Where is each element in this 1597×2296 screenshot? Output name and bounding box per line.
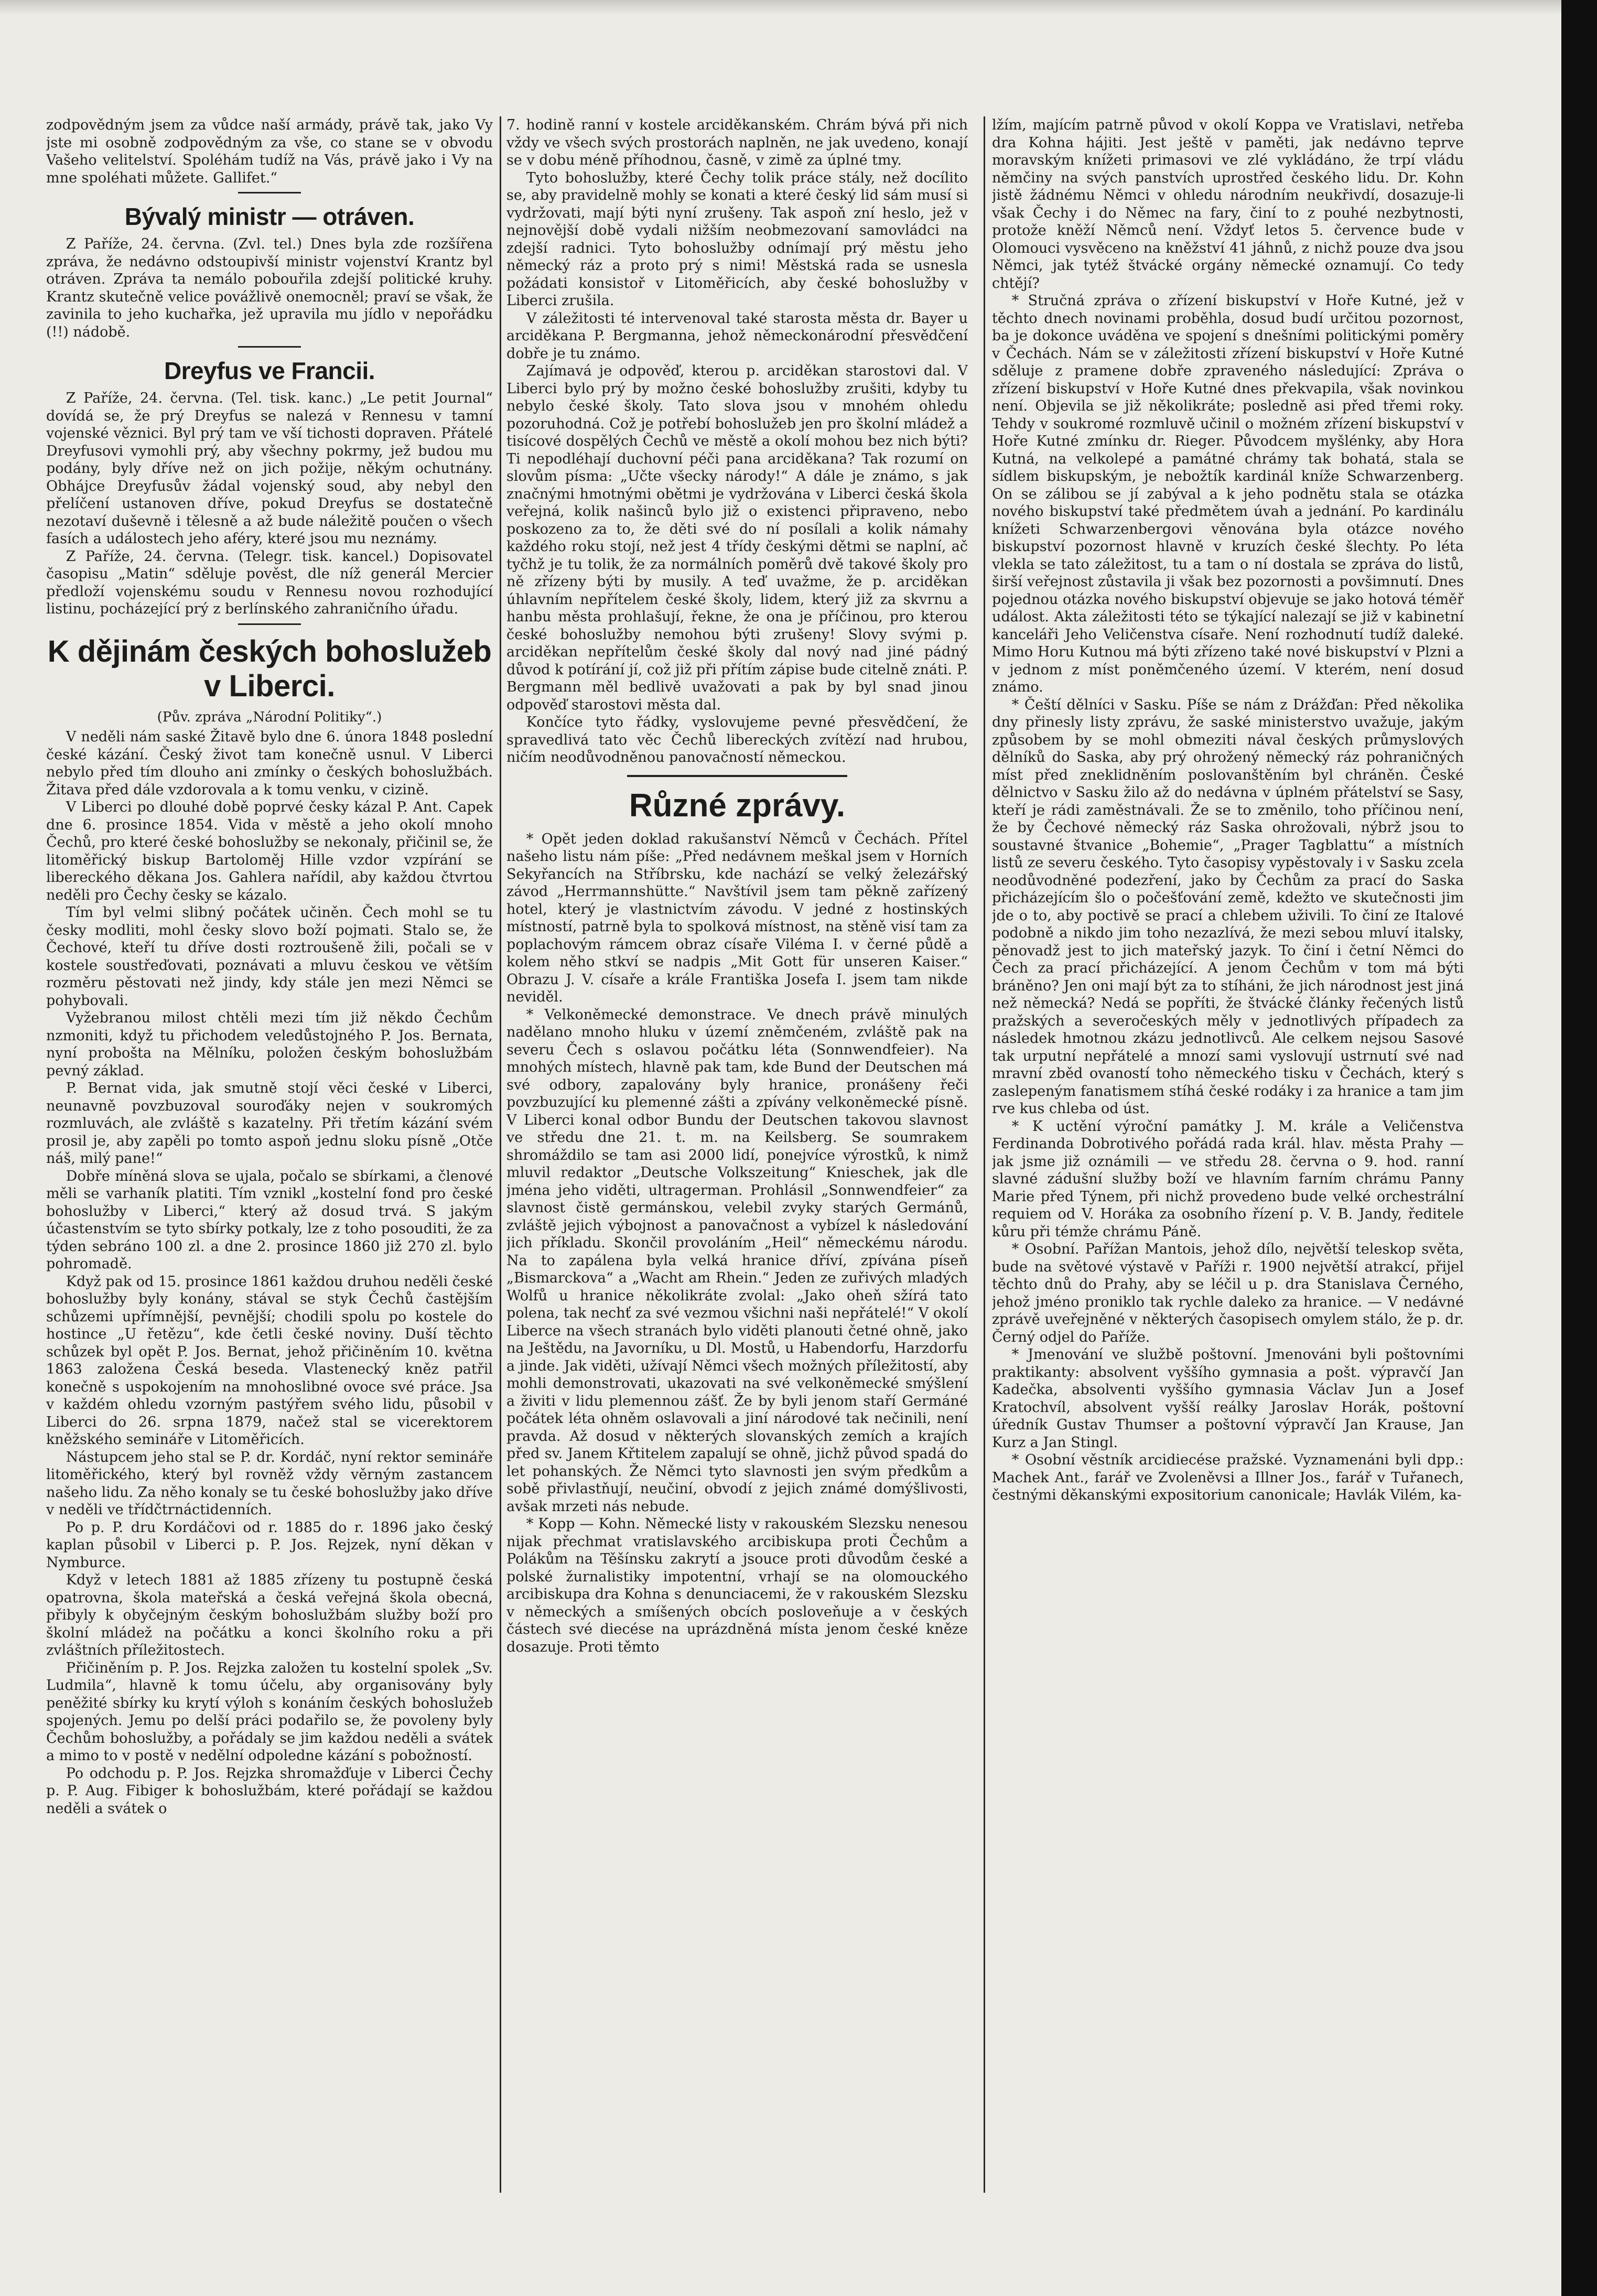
column-right xyxy=(992,116,1464,1504)
paragraph: Po p. P. dru Kordáčovi od r. 1885 do r. 1896 jako český kaplan působil v Liberci p. P. Jos. Rejzek, nyní děkan v Nymburce. xyxy=(46,1519,493,1571)
news-item: * Velkoněmecké demonstrace. Ve dnech právě minulých nadělano mnoho hluku v území zněmčeném, zvláště pak na severu Čech s oslavou počátku léta (Sonnwendfeier). Na mnohých místech, hlavně pak tam, kde Bund der Deutschen má své odbory, zapalovány byly hranice, pronášeny řeči povzbuzující ku plemenné zášti a zpívány velkoněmecké písně. V Liberci konal odbor Bundu der Deutschen takovou slavnost ve středu dne 21. t. m. na Keilsberg. Se soumrakem shromáždilo se tam asi 2000 lidí, ponejvíce výrostků, k nimž mluvil redaktor „Deutsche Volkszeitung“ Knieschek, jak dle jména jeho viděti, ultragerman. Prohlásil „Sonnwendfeier“ za slavnost čistě germánskou, velebil zvyky starých Germánů, zvláště jejich výbojnost a panovačnost a vybízel k následování jich příkladu. Skončil provoláním „Heil“ německému národu. Na to zapálena byla velká hranice dříví, zpívána píseň „Bismarckova“ a „Wacht am Rhein.“ Jeden ze zuřivých mladých Wolfů u hranice několikráte zvolal: „Jako oheň sžírá tato polena, tak nechť za své vezmou všichni naši nepřátelé!“ V okolí Liberce na všech stranách bylo viděti planouti četné ohně, jako na Ještědu, na Javorníku, u Dl. Mostů, u Habendorfu, Harzdorfu a jinde. Jak viděti, užívají Němci všech možných příležitostí, aby mohli demonstrovati, ukazovati na své velkoněmecké smýšlení a živiti v lidu plemennou zášť. Že by byli jenom staří Germáné počátek léta ohněm oslavovali a jiní národové tak nečinili, není pravda. Až dosud v některých slovanských zemích a krajích před sv. Janem Křtitelem zapalují se ohně, jichž původ spadá do let pohanských. Že Němci tyto slavnosti jen svým předkům a sobě přivlastňují, neučiní, obvodí z jejich známé domýšlivosti, avšak mrzeti nás nebude. xyxy=(506,1006,968,1515)
divider xyxy=(238,346,301,348)
paragraph: Z Paříže, 24. června. (Telegr. tisk. kancel.) Dopisovatel časopisu „Matin“ sděluje pověst, dle níž generál Mercier předloží vojenskému soudu v Rennesu novou rozhodující listinu, pocházející prý z berlínského zahraničního úřadu. xyxy=(46,548,493,617)
paragraph: Když v letech 1881 až 1885 zřízeny tu postupně česká opatrovna, škola mateřská a česká veřejná škola obecná, přibyly k obyčejným českým bohoslužbám služby boží pro školní mládež na počátku a konci školního roku a při zvláštních příležitostech. xyxy=(46,1572,493,1658)
headline-dreyfus: Dreyfus ve Francii. xyxy=(164,357,375,384)
paragraph: V neděli nám saské Žitavě bylo dne 6. února 1848 poslední české kázání. Český život tam konečně usnul. V Liberci nebylo před tím dlouho ani zmínky o českých bohoslužbách. Žitava před dále vzdorovala a k tomu venku, v cizině. xyxy=(46,729,493,798)
page-top-shadow xyxy=(0,0,1597,15)
paragraph: zodpovědným jsem za vůdce naší armády, právě tak, jako Vy jste mi osobně zodpovědným za vše, co stane se v obvodu Vašeho velitelství. Spoléhám tudíž na Vás, právě jako i Vy na mne spoléhati můžete. Gallifet.“ xyxy=(46,117,493,186)
news-item: * Osobní. Pařížan Mantois, jehož dílo, největší teleskop světa, bude na světové výstavě v Paříži r. 1900 největší atrakcí, přijel těchto dnů do Prahy, aby se léčil u p. dra Stanislava Černého, jehož jméno proniklo tak rychle daleko za hranice. — V nedávné zprávě uveřejněné v některých časopisech omylem stálo, že p. dr. Černý odjel do Paříže. xyxy=(992,1241,1464,1345)
paragraph: Přičiněním p. P. Jos. Rejzka založen tu kostelní spolek „Sv. Ludmila“, hlavně k tomu účelu, aby organisovány byly peněžité sbírky ku krytí výloh s konáním českých bohoslužeb spojených. Jemu po delší práci podařilo se, že povoleny byly Čechům bohoslužby, a pořádaly se jim každou neděli a svátek a mimo to v postě v nedělní odpoledne kázání s pobožností. xyxy=(46,1659,493,1764)
paragraph: 7. hodině ranní v kostele arciděkanském. Chrám bývá při nich vždy ve všech svých prostorách naplněn, ne jak uvedeno, konají se v dobu méně příhodnou, časně, v zimě za úplné tmy. xyxy=(506,117,968,168)
column-rule xyxy=(500,116,501,2193)
divider xyxy=(238,623,301,625)
paragraph: Tím byl velmi slibný počátek učiněn. Čech mohl se tu česky modliti, mohl česky slovo boží pojmati. Stalo se, že Čechové, kteří tu dříve dosti roztroušeně žili, počali se v kostele soustřeďovati, poznávati a mluvu českou ve větším rozměru pěstovati než jindy, kdy stále jen mezi Němci se pohybovali. xyxy=(46,904,493,1009)
column-middle xyxy=(506,116,968,1656)
news-item: * Kopp — Kohn. Německé listy v rakouském Slezsku nenesou nijak přechmat vratislavského arcibiskupa proti Čechům a Polákům na Těšínsku zakrytí a jsouce proti důvodům české a polské žurnalistiky impotentní, vrhají se na olomouckého arcibiskupa dra Kohna s denunciacemi, že v rakouském Slezsku v německých a smíšených obcích posloveňuje a v českých částech své diecése na uprázdněná místa jenom české kněze dosazuje. Proti těmto xyxy=(506,1516,968,1655)
news-item: * K uctění výroční památky J. M. krále a Veličenstva Ferdinanda Dobrotivého pořádá rada král. hlav. města Prahy — jak jsme již oznámili — ve středu 28. června o 9. hod. ranní slavné zádušní služby boží ve hlavním farním chrámu Panny Marie před Týnem, při nichž provedeno bude velké orchestrální requiem od V. Horáka za osobního řízení p. V. B. Jandy, ředitele kůru při témže chrámu Páně. xyxy=(992,1118,1464,1240)
paragraph: lžím, majícím patrně původ v okolí Koppa ve Vratislavi, netřeba dra Kohna hájiti. Jest ještě v paměti, jak nedávno teprve moravským knížeti primasovi ve zlé vykládáno, že trpí vládu němčiny na svých panstvích uprostřed českého lidu. Dr. Kohn jistě žádnému Němci v ohledu národním neukřivdí, dosazuje-li však Čechy i do Němec na fary, činí to z pouhé nezbytnosti, protože kněží Němců není. Vždyť letos 5. července bude v Olomouci vysvěceno na kněžství 41 jáhnů, z nichž pouze dva jsou Němci, jak tytéž štvácké orgány německé oznamují. Co tedy chtějí? xyxy=(992,117,1464,292)
paragraph: Z Paříže, 24. června. (Tel. tisk. kanc.) „Le petit Journal“ dovídá se, že prý Dreyfus se nalezá v Rennesu v tamní vojenské věznici. Byl prý tam ve vší tichosti dopraven. Přátelé Dreyfusovi vymohli prý, aby všechny pokrmy, jež budou mu podány, byly dříve než on jich požije, někým ochutnány. Obhájce Dreyfusův žádal vojenský soud, aby nebyl den přelíčení ustanoven dříve, pokud Dreyfus se dostatečně nezotaví duševně i tělesně a až bude náležitě poučen o všech fasích a událostech jeho aféry, které jsou mu neznámy. xyxy=(46,390,493,547)
paragraph: Končíce tyto řádky, vyslovujeme pevné přesvědčení, že spravedlivá tato věc Čechů libereckých zvítězí nad hrubou, ničím neodůvodněnou panovačností německou. xyxy=(506,714,968,766)
news-item: * Jmenování ve službě poštovní. Jmenováni byli poštovními praktikanty: absolvent vyššího gymnasia a pošt. výpravčí Jan Kadečka, absolventi vyššího gymnasia Václav Jun a Josef Kratochvíl, absolvent vyšší reálky Jaroslav Horák, poštovní úředník Gustav Thumser a poštovní výpravčí Jan Krause, Jan Kurz a Jan Stingl. xyxy=(992,1346,1464,1451)
divider xyxy=(238,192,301,193)
paragraph: V Liberci po dlouhé době poprvé česky kázal P. Ant. Capek dne 6. prosince 1854. Vida v městě a jeho okolí mnoho Čechů, pro které české bohoslužby se nekonaly, přičinil se, že litoměřický biskup Bartoloměj Hille vzdor vzpírání se libereckého děkana Jos. Gahlera nařídil, aby každou čtvrtou neděli pro Čechy česky se kázalo. xyxy=(46,799,493,903)
news-item: * Stručná zpráva o zřízení biskupství v Hoře Kutné, jež v těchto dnech novinami proběhla, dosud budí určitou pozornost, ba je dokonce uváděna ve spojení s dnešními politickými poměry v Čechách. Nám se v záležitosti zřízení biskupství v Hoře Kutné sděluje z pramene dobře zpraveného následující: Zpráva o zřízení biskupství v Hoře Kutné dnes překvapila, však novinkou není. Objevila se již několikráte; posledně asi před třemi roky. Tehdy v soukromé rozmluvě učinil o možném zřízení biskupství v Hoře Kutné zmínku dr. Rieger. Původcem myšlénky, aby Hora Kutná, na velkolepé a památné chrámy tak bohatá, stala se sídlem biskupským, je nebožtík kardinál kníže Schwarzenberg. On se zálibou se jí zabýval a k jeho podnětu stala se otázka nového biskupství také předmětem úvah a jednání. Po kardinálu knížeti Schwarzenbergovi věnována byla otázce nového biskupství pozornost hlavně v kruzích české šlechty. Po léta vlekla se tato záležitost, tu a tam o ní dostala se zpráva do listů, širší veřejnost zůstavila ji však bez pozornosti a povšimnutí. Dnes pojednou otázka nového biskupství objevuje se jako hotová téměř událost. Akta záležitosti této se týkající nalezají se již v kabinetní kanceláři Jeho Veličenstva císaře. Není rozhodnutí tudíž daleké. Mimo Horu Kutnou má býti zřízeno také nové biskupství v Plzni a v jednom z míst poněmčeného území. V kterém, není dosud známo. xyxy=(992,293,1464,695)
headline-minister: Bývalý ministr — otráven. xyxy=(124,203,415,230)
paragraph: P. Bernat vida, jak smutně stojí věci české v Liberci, neunavně povzbuzoval souroďáky nejen v soukromých rozmluvách, ale zvláště s kazatelny. Při třetím kázání svém prosil je, aby zapěli po tomto aspoň jednu sloku písně „Otče náš, milý pane!“ xyxy=(46,1080,493,1167)
paragraph: Když pak od 15. prosince 1861 každou druhou neděli české bohoslužby byly konány, stával se styk Čechů častějším schůzemi upřímnější, pevnější; chodili spolu po kostele do hostince „U řetězu“, kde četli české noviny. Duší těchto schůzek byl opět P. Jos. Bernat, jehož přičiněním 10. května 1863 založena Česká beseda. Vlastenecký kněz patřil konečně s uspokojením na mnohoslibné ovoce své práce. Jsa v každém ohledu vzorným pastýřem svého lidu, působil v Liberci do 26. srpna 1879, načež stal se vicerektorem kněžského semináře v Litoměřicích. xyxy=(46,1273,493,1448)
paragraph: Z Paříže, 24. června. (Zvl. tel.) Dnes byla zde rozšířena zpráva, že nedávno odstoupivší ministr vojenství Krantz byl otráven. Zpráva ta nemálo pobouřila zdejší politické kruhy. Krantz skutečně velice povážlivě onemocněl; praví se však, že zavinila to jeho kuchařka, jež upravila mu jídlo v nepořádku (!!) nádobě. xyxy=(46,236,493,340)
scan-right-border xyxy=(1561,0,1597,2296)
column-rule xyxy=(984,116,985,2193)
paragraph: Nástupcem jeho stal se P. dr. Kordáč, nyní rektor semináře litoměřického, který byl rovněž vždy věrným zastancem našeho lidu. Za něho konaly se tu české bohoslužby jako dříve v neděli ve třídčtrnáctidenních. xyxy=(46,1449,493,1518)
news-item: * Opět jeden doklad rakušanství Němců v Čechách. Přítel našeho listu nám píše: „Před nedávnem meškal jsem v Horních Sekyřancích na Stříbrsku, kde nachází se velký železářský závod „Herrmannshütte.“ Navštívil jsem tam pěkně zařízený hotel, který je vlastnictvím závodu. V jedné z hostinských místností, patrně byla to spolková místnost, na stěně visí tam za poplachovým rámcem obraz císaře Viléma I. v černé půdě a kolem něho stkví se nadpis „Mit Gott für unseren Kaiser.“ Obrazu J. V. císaře a krále Františka Josefa I. jsem tam nikde neviděl. xyxy=(506,831,968,1005)
paragraph: Vyžebranou milost chtěli mezi tím již někdo Čechům nzmoniti, když tu přichodem veledůstojného P. Jos. Bernata, nyní probošta na Mělníku, položen českým bohoslužbám pevný základ. xyxy=(46,1010,493,1079)
section-heading: Různé zprávy. xyxy=(629,787,846,824)
column-left xyxy=(46,116,493,1817)
news-item: * Osobní věstník arcidiecése pražské. Vyznamenáni byli dpp.: Machek Ant., farář ve Zvoleněvsi a Illner Jos., farář v Tuřanech, čestnými děkanskými expositorium canonicale; Havlák Vilém, ka- xyxy=(992,1452,1464,1503)
article-source: (Pův. zpráva „Národní Politiky“.) xyxy=(157,709,382,725)
news-item: * Čeští dělníci v Sasku. Píše se nám z Drážďan: Před několika dny přinesly listy zprávu, že saské ministerstvo uvažuje, jakým způsobem by se mohl obmeziti nával českých průmyslových dělníků do Saska, aby prý ohrožený německý ráz pohraničných míst před zneklidněním poslovanštěním byl chráněn. České dělnictvo v Sasku žilo až do nedávna v úplném přátelství se Sasy, kteří je rádi zaměstnávali. Že se to změnilo, toho příčinou není, že by Čechové německý ráz Saska ohrožovali, nýbrž jsou to soustavné štvanice „Bohemie“, „Prager Tagblattu“ a místních listů ze severu českého. Tyto časopisy vypěstovaly i v Sasku zcela neodůvodněné podezření, jako by Čechům za prací do Saska přicházejícím šlo o počešťování země, kdežto ve skutečnosti jim jde o to, aby poctivě se prací a chlebem uživili. To činí ze Italové podobně a nikdo jim toho nezazlívá, že mezi sebou mluví italsky, pěnovadž jest to jich mateřský jazyk. To činí i četní Němci do Čech za prací přicházející. A jenom Čechům v tom má býti bráněno? Jen oni mají být za to stíháni, že jich národnost jest jiná než německá? Nedá se popříti, že štvácké články řečených listů pražských a severočeských měly v jednotlivých případech za následek hmotnou zkázu jednotlivců. Ale celkem nejsou Sasové tak urputní nepřátelé a mnozí sami vyslovují ustrnutí své nad mravní zběd ovaností toho německého tisku v Čechách, který s zaslepeným fanatismem stíhá české rodáky i za hranice a tam jim rve kus chleba od úst. xyxy=(992,696,1464,1117)
headline-bohosluzby: K dějinám českých bohoslužeb v Liberci. xyxy=(47,634,492,703)
paragraph: Zajímavá je odpověď, kterou p. arciděkan starostovi dal. V Liberci bylo prý by možno české bohoslužby zrušiti, kdyby tu nebylo české školy. Tato slova jsou v mnohém ohledu pozoruhodná. Což je potřebí bohoslužeb jen pro školní mládež a tisícové dospělých Čechů ve městě a okolí mohou bez nich býti? Ti nepodléhají duchovní péči pana arciděkana? Tak rozumí on slovům písma: „Učte všecky národy!“ A dále je známo, s jak značnými hmotnými obětmi je vydržována v Liberci česká škola veřejná, kolik našinců bylo již o existenci připraveno, nebo poskozeno za to, že děti své do ní posílali a kolik námahy každého roku stojí, než jest 4 třídy českými dětmi se naplní, ač tyčhž je tu tolik, že za normálních poměrů dvě takové školy pro ně zřízeny býti by musily. A teď uvažme, že p. arciděkan úhlavním nepřítelem české školy, lidem, který již za skvrnu a hanbu města prohlašují, řekne, že ona je příčinou, pro kterou české bohoslužby nemohou býti zrušeny! Slovy svými p. arciděkan nepřítelům české školy dal nový nad jiné pádný důvod k potírání jí, což již při přítím zápise bude citelně znáti. P. Bergmann měl bedlivě uvažovati a pak by byl snad jinou odpověď starostovi města dal. xyxy=(506,363,968,713)
section-divider xyxy=(627,775,847,777)
paragraph: V záležitosti té intervenoval také starosta města dr. Bayer u arciděkana P. Bergmanna, jehož německonárodní přesvědčení dobře je tu známo. xyxy=(506,310,968,362)
paragraph: Po odchodu p. P. Jos. Rejzka shromažďuje v Liberci Čechy p. P. Aug. Fibiger k bohoslužbám, které pořádají se každou neděli a svátek o xyxy=(46,1765,493,1817)
paragraph: Tyto bohoslužby, které Čechy tolik práce stály, než docílito se, aby pravidelně mohly se konati a které český lid sám musí si vydržovati, mají býti nyní zrušeny. Tak aspoň zní heslo, jež v nejnovější době vydali nižším neobmezovaní samovládci na zdejší radnici. Tyto bohoslužby odnímají prý městu jeho německý ráz a proto prý s nimi! Městská rada se usnesla požádati konsistoř v Litoměřicích, aby české bohoslužby v Liberci zrušila. xyxy=(506,169,968,309)
paragraph: Dobře míněná slova se ujala, počalo se sbírkami, a členové měli se varhaník platiti. Tím vznikl „kostelní fond pro české bohoslužby v Liberci,“ který až dosud trvá. S jakým účastenstvím se tyto sbírky potkaly, lze z toho posouditi, že za týden sebráno 100 zl. a dne 2. prosince 1860 již 270 zl. bylo pohromadě. xyxy=(46,1168,493,1272)
